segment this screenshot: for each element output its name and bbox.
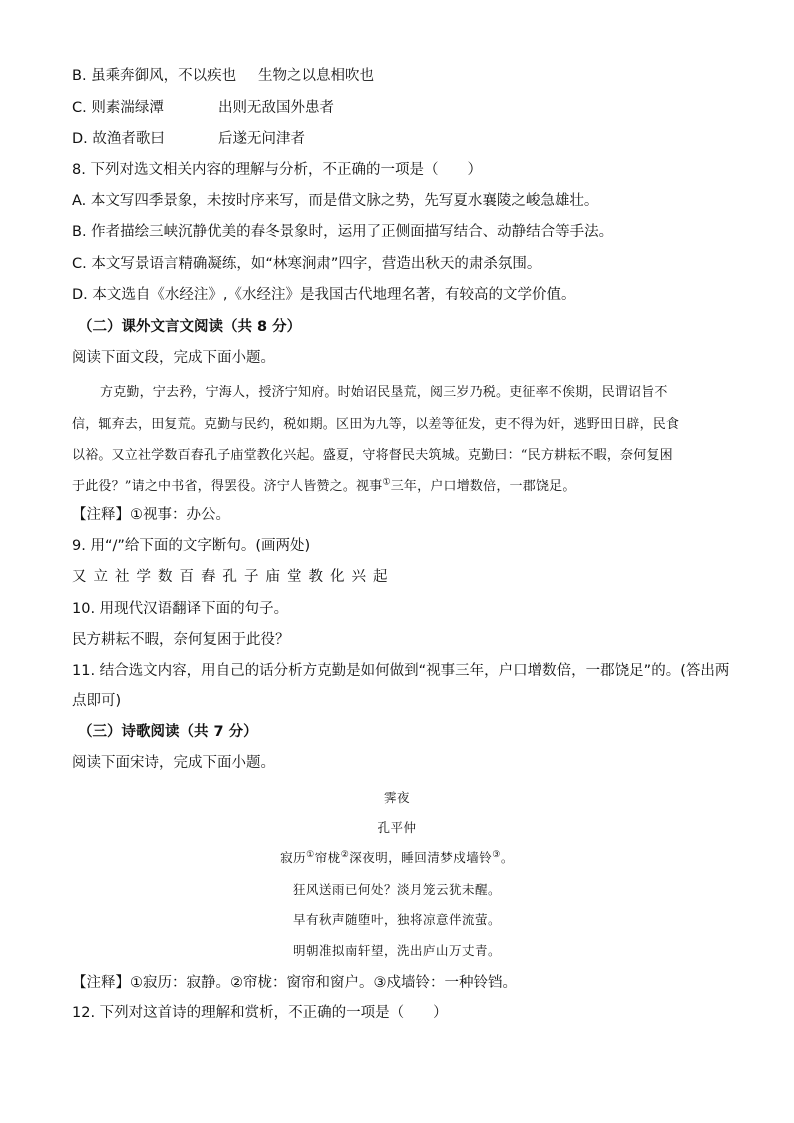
q11-line-2: 点即可) [72, 693, 122, 709]
poem-title: 霁夜 [383, 790, 410, 805]
footnote-marker-1: ① [306, 849, 315, 860]
q7-option-c-left: 则素湍绿潭 [91, 100, 164, 116]
q8-option-b: B. 作者描绘三峡沉静优美的春冬景象时，运用了正侧面描写结合、动静结合等手法。 [72, 224, 614, 240]
section3-heading: （三）诗歌阅读（共 7 分） [78, 724, 258, 740]
q8-stem: 8. 下列对选文相关内容的理解与分析，不正确的一项是（ ） [72, 162, 482, 178]
poem-line-1 [0, 848, 794, 866]
q7-option-c [72, 98, 334, 118]
section2-note: 【注释】①视事：办公。 [72, 507, 230, 523]
poem-line-4: 明朝准拟南轩望，洗出庐山万丈青。 [292, 943, 501, 958]
section3-intro: 阅读下面宋诗，完成下面小题。 [72, 755, 275, 771]
q8-option-d: D. 本文选自《水经注》,《水经注》是我国古代地理名著，有较高的文学价值。 [72, 287, 576, 303]
footnote-marker-3: ③ [492, 849, 501, 860]
q10-stem: 10. 用现代汉语翻译下面的句子。 [72, 601, 289, 617]
passage-line-2: 信，辄弃去，田复荒。克勤与民约，税如期。区田为九等，以差等征发，吏不得为奸，逃野田日辟，民食 [72, 417, 680, 432]
passage-line-1: 方克勤，宁去矜，宁海人，授济宁知府。时始诏民垦荒，阅三岁乃税。吏征率不俟期，民谓诏旨不 [100, 385, 668, 400]
passage-line-4-tail: 三年，户口增数倍，一郡饶足。 [390, 479, 576, 494]
poem-line-3: 早有秋声随堕叶，独将凉意伴流萤。 [292, 912, 501, 927]
passage-line-3: 以裕。又立社学数百舂孔子庙堂教化兴起。盛夏，守将督民夫筑城。克勤曰：“民方耕耘不暇，奈何复困 [72, 448, 673, 463]
q7-option-b-label: B. [72, 68, 87, 84]
q10-sentence: 民方耕耘不暇，奈何复困于此役？ [72, 632, 290, 648]
section2-heading: （二）课外文言文阅读（共 8 分） [78, 319, 302, 335]
q7-option-b [72, 66, 374, 86]
footnote-marker: ① [382, 477, 391, 488]
section3-note: 【注释】①寂历：寂静。②帘栊：窗帘和窗户。③戍墙铃：一种铃铛。 [72, 975, 517, 991]
poem-line-1-part-a: 寂历 [280, 850, 307, 865]
q8-option-a: A. 本文写四季景象，未按时序来写，而是借文脉之势，先写夏水襄陵之峻急雄壮。 [72, 193, 599, 209]
q12-stem: 12. 下列对这首诗的理解和赏析，不正确的一项是（ ） [72, 1005, 448, 1021]
q11-line-1: 11. 结合选文内容，用自己的话分析方克勤是如何做到“视事三年，户口增数倍，一郡饶足”的。(答出两 [72, 663, 730, 679]
poem-line-1-part-b: 帘栊 [314, 850, 341, 865]
q7-option-d-label: D. [72, 131, 88, 147]
footnote-marker-2: ② [340, 849, 350, 860]
q7-option-d-left: 故渔者歌曰 [92, 131, 165, 147]
q7-option-d [72, 129, 305, 149]
q9-stem: 9. 用“/”给下面的文字断句。(画两处) [72, 538, 311, 554]
q9-text: 又立社学数百舂孔子庙堂教化兴起 [72, 569, 395, 585]
q8-option-c: C. 本文写景语言精确凝练，如“林寒涧肃”四字，营造出秋天的肃杀氛围。 [72, 256, 542, 272]
poem-line-2: 狂风送雨已何处？淡月笼云犹未醒。 [292, 882, 501, 897]
passage-line-4-text: 于此役？”请之中书省，得罢役。济宁人皆赞之。视事 [72, 479, 383, 494]
section2-intro: 阅读下面文段，完成下面小题。 [72, 350, 275, 366]
q7-option-b-left: 虽乘奔御风，不以疾也 [91, 68, 237, 84]
poem-line-1-part-c: 深夜明，睡回清梦戍墙铃 [349, 850, 493, 865]
poem-author: 孔平仲 [377, 820, 417, 835]
passage-line-4 [72, 475, 576, 494]
poem-line-1-part-d: 。 [500, 850, 514, 865]
q7-option-d-right: 后遂无问津者 [218, 131, 305, 147]
q7-option-c-label: C. [72, 100, 87, 116]
q7-option-b-right: 生物之以息相吹也 [258, 68, 374, 84]
q7-option-c-right: 出则无敌国外患者 [218, 100, 334, 116]
